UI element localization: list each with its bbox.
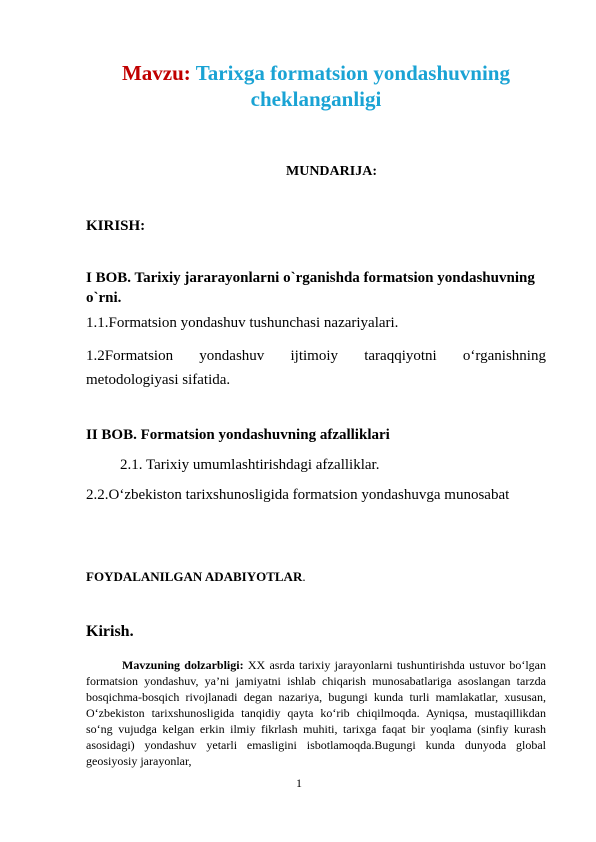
section-1-2-line2: metodologiyasi sifatida. bbox=[86, 372, 231, 388]
paragraph-text: XX asrda tarixiy jarayonlarni tushuntirishda ustuvor bo‘lgan formatsion yondashuv, ya’ni jamiyatni ishlab chiqarish munosabatlariga asoslangan tarzda bosqichma-bosqich rivojlanadi degan nazariya, bugungi kunda turli mamlakatlar, xususan, O‘zbekiston tarixshunosligida tanqidiy qayta ko‘rib chiqilmoqda. Ayniqsa, mustaqillikdan so‘ng vujudga kelgan erkin ilmiy fikrlash muhiti, tarixga faqat bir yoqlama (sinfiy kurash asosidagi) yondashuv yetarli emasligini isbotlamoqda.Bugungi kunda dunyoda global geosiyosiy jarayonlar, bbox=[86, 658, 547, 768]
references-heading bbox=[86, 569, 306, 585]
title-text: Tarixga formatsion yondashuvning cheklanganligi bbox=[195, 61, 510, 111]
section-1-2 bbox=[86, 344, 546, 392]
references-dot: . bbox=[302, 569, 306, 584]
chapter2-title: II BOB. Formatsion yondashuvning afzalliklari bbox=[86, 427, 390, 443]
page-number: 1 bbox=[296, 776, 302, 790]
section-1-2-line1 bbox=[86, 344, 546, 368]
references-text: FOYDALANILGAN ADABIYOTLAR bbox=[86, 569, 303, 584]
word: ijtimoiy bbox=[290, 348, 339, 364]
paragraph-lead: Mavzuning dolzarbligi: bbox=[122, 658, 244, 672]
word: yondashuv bbox=[199, 348, 265, 364]
kirish-heading: Kirish. bbox=[86, 623, 134, 640]
document-title bbox=[86, 60, 546, 112]
chapter1-title: I BOB. Tarixiy jararayonlarni o`rganishda formatsion yondashuvning o`rni. bbox=[86, 270, 535, 306]
section-1-1: 1.1.Formatsion yondashuv tushunchasi nazariyalari. bbox=[86, 315, 399, 331]
word: 1.2Formatsion bbox=[86, 348, 174, 364]
contents-heading: MUNDARIJA: bbox=[286, 164, 377, 179]
word: o‘rganishning bbox=[462, 348, 546, 364]
word: taraqqiyotni bbox=[364, 348, 437, 364]
intro-paragraph bbox=[86, 657, 546, 769]
section-2-2: 2.2.O‘zbekiston tarixshunosligida formatsion yondashuvga munosabat bbox=[86, 487, 510, 503]
title-label: Mavzu: bbox=[121, 61, 191, 85]
intro-heading: KIRISH: bbox=[86, 218, 146, 234]
section-2-1: 2.1. Tarixiy umumlashtirishdagi afzalliklar. bbox=[120, 457, 380, 473]
